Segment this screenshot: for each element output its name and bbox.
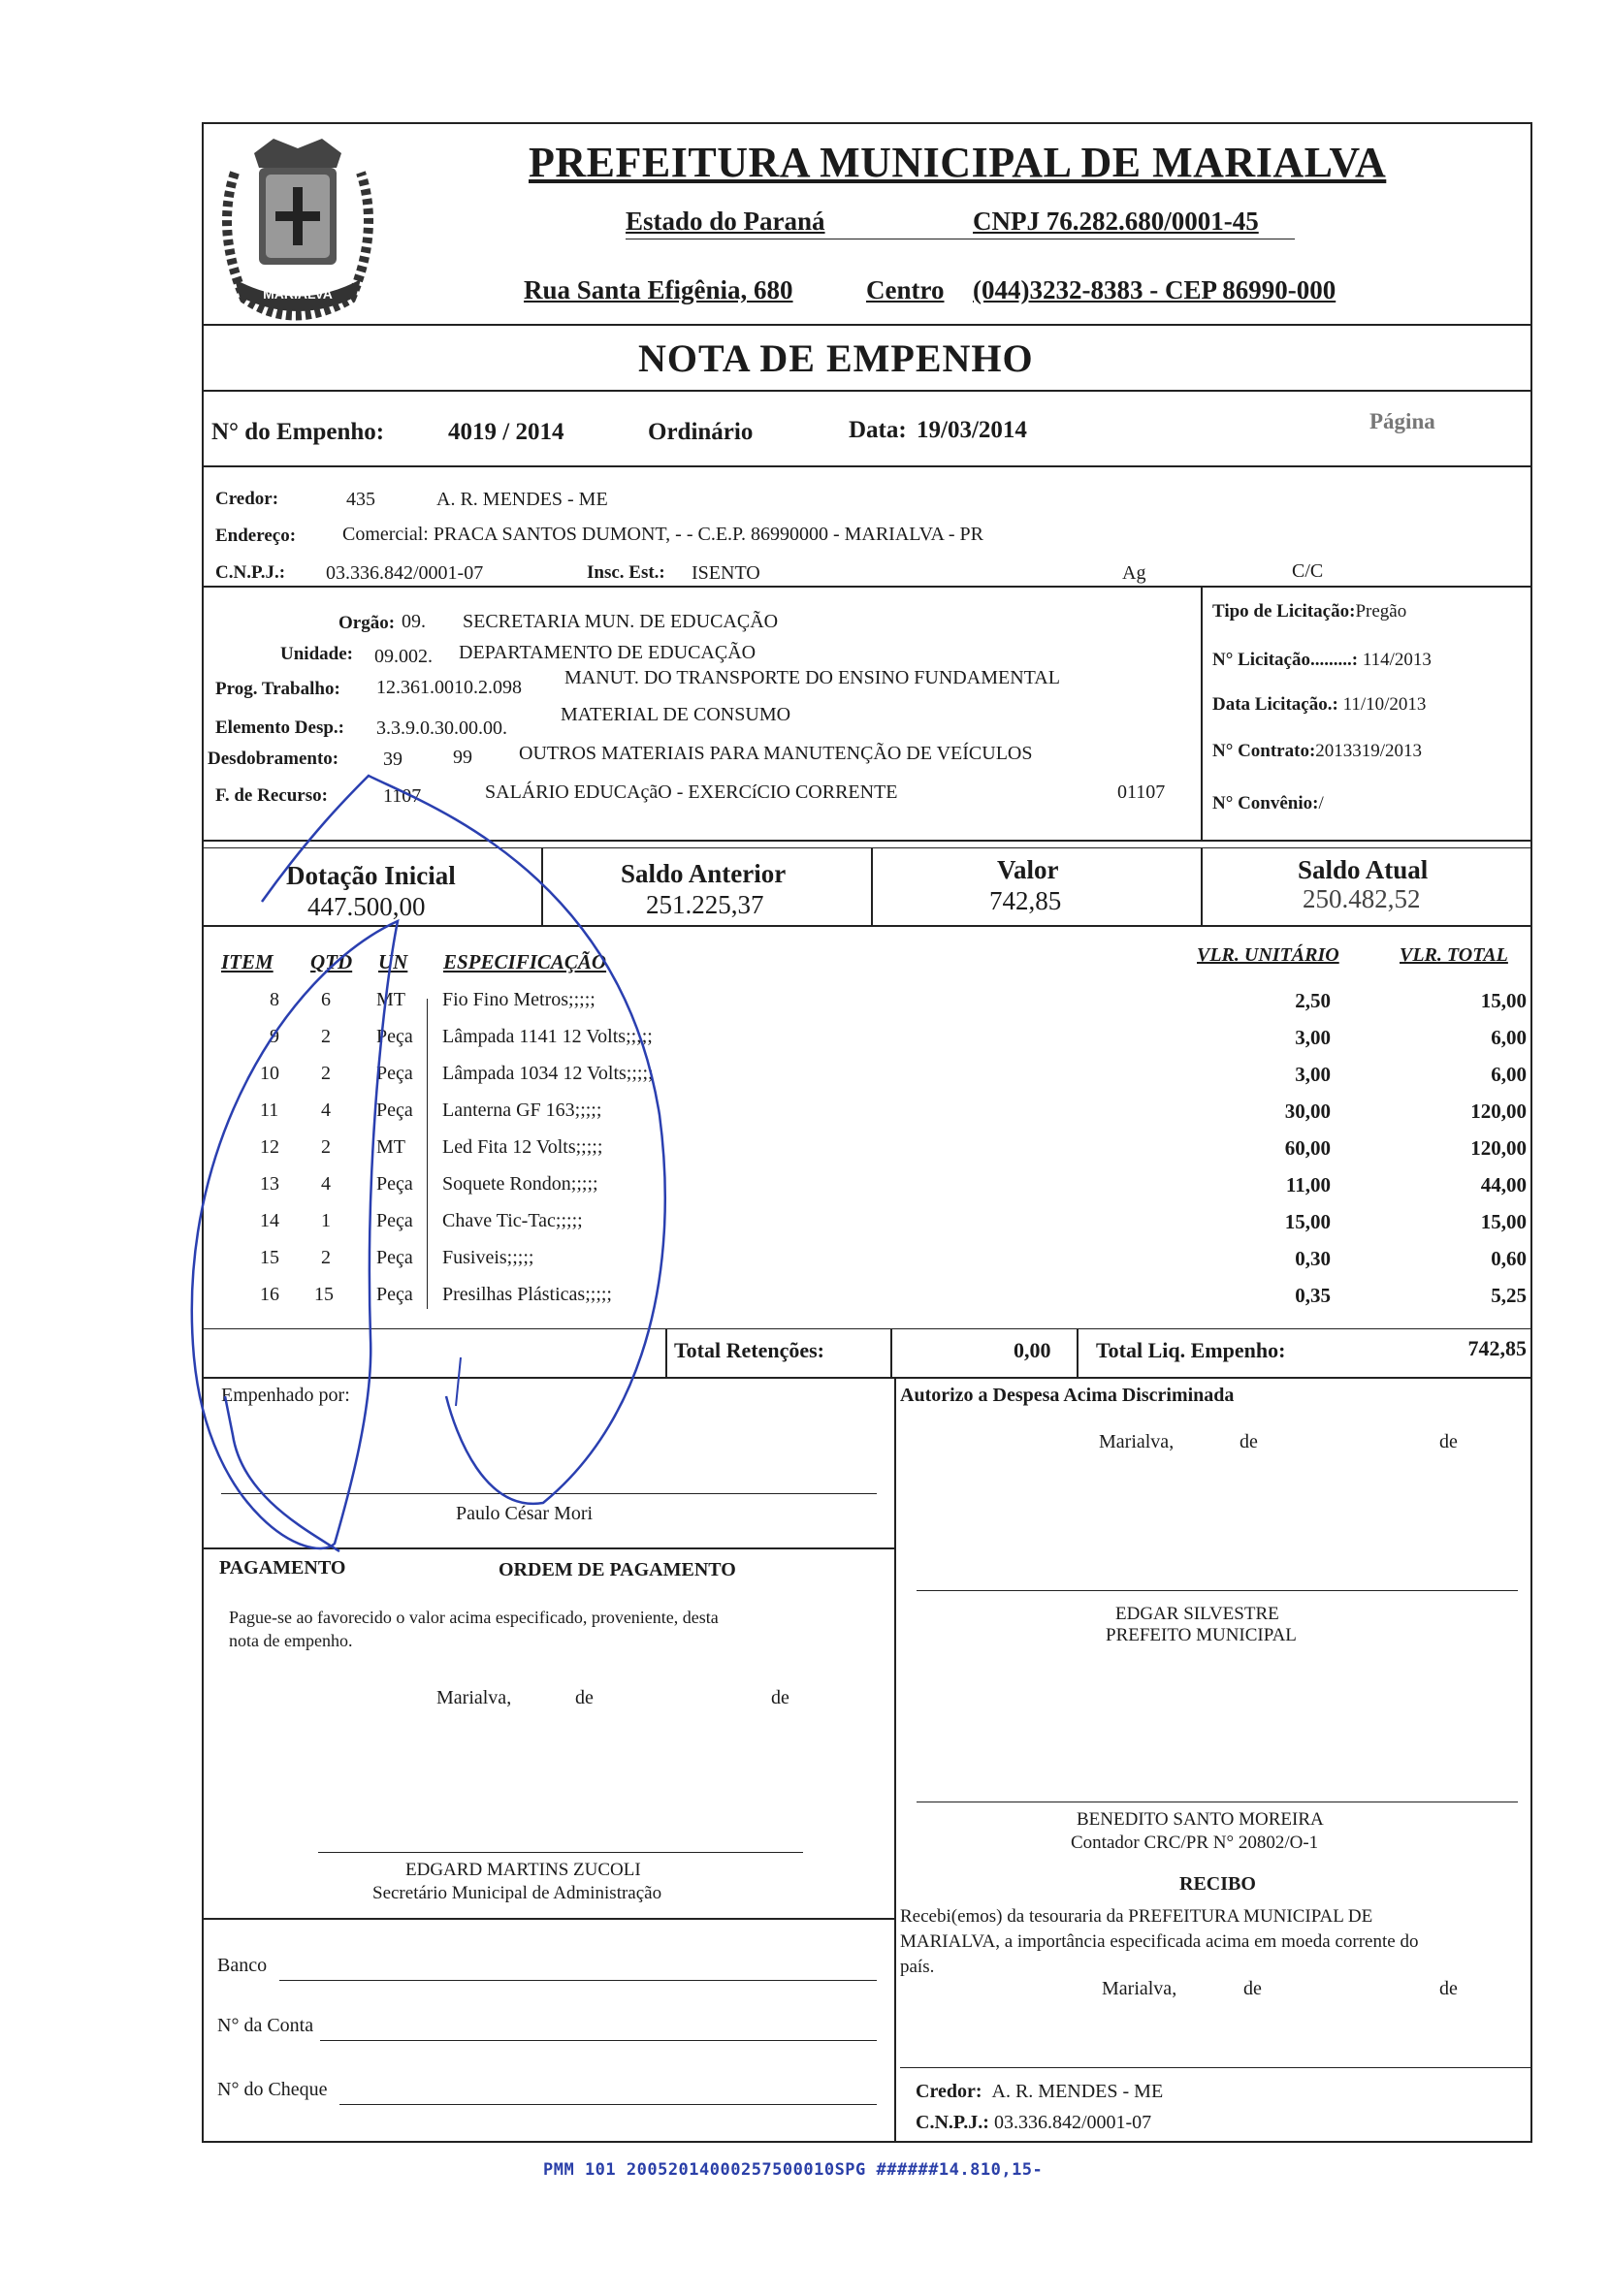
item-number: 13 <box>260 1173 279 1195</box>
item-unit-price: 60,00 <box>1284 1136 1331 1160</box>
unidade-code: 09.002. <box>374 646 433 667</box>
pague-de-1: de <box>575 1687 594 1708</box>
address-street: Rua Santa Efigênia, 680 <box>524 275 793 304</box>
contador-title: Contador CRC/PR N° 20802/O-1 <box>1071 1833 1319 1853</box>
divider <box>202 586 1532 588</box>
item-un: MT <box>376 989 405 1010</box>
item-total: 15,00 <box>1480 989 1527 1012</box>
page-title: PREFEITURA MUNICIPAL DE MARIALVA <box>529 139 1387 186</box>
secretario-title: Secretário Municipal de Administração <box>372 1883 662 1903</box>
empenho-type: Ordinário <box>648 419 754 445</box>
item-desc: Lâmpada 1141 12 Volts;;;;; <box>442 1026 653 1047</box>
address-phone-cep: (044)3232-8383 - CEP 86990-000 <box>973 275 1336 304</box>
item-number: 8 <box>270 989 279 1010</box>
autorizo-label: Autorizo a Despesa Acima Discriminada <box>900 1385 1235 1406</box>
divider <box>871 847 873 925</box>
divider <box>202 465 1532 467</box>
recibo-city: Marialva, <box>1102 1978 1177 1999</box>
dotacao-value: 447.500,00 <box>307 892 426 921</box>
table-row <box>0 1136 1610 1171</box>
fonte-code-2: 01107 <box>1117 781 1166 803</box>
ordem-pagamento-label: ORDEM DE PAGAMENTO <box>499 1559 736 1580</box>
elemento-name: MATERIAL DE CONSUMO <box>561 704 791 725</box>
orgao-label: Orgão: <box>338 613 396 633</box>
item-total: 120,00 <box>1470 1136 1527 1160</box>
municipal-crest-icon <box>206 134 390 337</box>
item-total: 120,00 <box>1470 1100 1527 1123</box>
col-qtd: QTD <box>310 950 353 973</box>
item-number: 14 <box>260 1210 279 1231</box>
secretario-name: EDGARD MARTINS ZUCOLI <box>405 1860 641 1880</box>
pagamento-label: PAGAMENTO <box>219 1557 346 1578</box>
payment-stamp: PMM 101 20052014000257500010SPG ######14.810,15- <box>543 2160 1044 2180</box>
col-especificacao: ESPECIFICAÇÃO <box>443 950 607 973</box>
data-licitacao: Data Licitação.: 11/10/2013 <box>1212 694 1427 715</box>
col-vlr-total: VLR. TOTAL <box>1400 944 1508 966</box>
contrato: N° Contrato:2013319/2013 <box>1212 741 1423 761</box>
item-unit-price: 3,00 <box>1295 1026 1331 1049</box>
item-total: 6,00 <box>1491 1026 1527 1049</box>
credor-address: Comercial: PRACA SANTOS DUMONT, - - C.E.P. 86990000 - MARIALVA - PR <box>342 524 983 545</box>
credor-code: 435 <box>346 489 375 510</box>
convenio: N° Convênio:/ <box>1212 793 1324 813</box>
signature-line <box>917 1590 1518 1591</box>
recibo-text-1: Recebi(emos) da tesouraria da PREFEITURA MUNICIPAL DE <box>900 1906 1373 1927</box>
elemento-label: Elemento Desp.: <box>215 718 344 738</box>
table-row <box>0 1284 1610 1319</box>
table-row <box>0 1247 1610 1282</box>
item-number: 16 <box>260 1284 279 1305</box>
conta-label: N° da Conta <box>217 2015 314 2036</box>
item-number: 15 <box>260 1247 279 1268</box>
cheque-label: N° do Cheque <box>217 2079 328 2100</box>
divider <box>202 390 1532 392</box>
address-district: Centro <box>866 275 945 304</box>
ag-label: Ag <box>1122 562 1146 584</box>
empenho-date: 19/03/2014 <box>917 417 1027 443</box>
divider <box>202 840 1532 842</box>
item-unit-price: 3,00 <box>1295 1063 1331 1086</box>
divider <box>202 1547 894 1549</box>
desdobramento-code-2: 99 <box>453 747 472 768</box>
total-liq-value: 742,85 <box>1467 1336 1527 1360</box>
item-number: 9 <box>270 1026 279 1047</box>
recibo-de-1: de <box>1243 1978 1262 1999</box>
item-desc: Presilhas Plásticas;;;;; <box>442 1284 612 1305</box>
divider <box>202 925 1532 927</box>
page-label: Página <box>1369 409 1435 433</box>
saldo-atual-label: Saldo Atual <box>1298 855 1429 884</box>
divider <box>202 847 1532 848</box>
divider <box>427 999 428 1309</box>
autorizo-city: Marialva, <box>1099 1431 1175 1452</box>
item-unit-price: 30,00 <box>1284 1100 1331 1123</box>
item-total: 15,00 <box>1480 1210 1527 1233</box>
credor-name: A. R. MENDES - ME <box>436 489 608 510</box>
recibo-de-2: de <box>1439 1978 1458 1999</box>
table-row <box>0 1100 1610 1134</box>
valor-label: Valor <box>997 855 1059 884</box>
pague-city: Marialva, <box>436 1687 512 1708</box>
recibo-text-2: MARIALVA, a importância especificada acima em moeda corrente do <box>900 1931 1419 1952</box>
prog-name: MANUT. DO TRANSPORTE DO ENSINO FUNDAMENTAL <box>564 667 1060 688</box>
table-row <box>0 1173 1610 1208</box>
empenhado-por-name: Paulo César Mori <box>456 1503 594 1524</box>
document-title: NOTA DE EMPENHO <box>638 336 1034 380</box>
divider <box>665 1328 667 1377</box>
divider <box>202 324 1532 326</box>
saldo-anterior-value: 251.225,37 <box>646 890 764 919</box>
divider <box>1201 847 1203 925</box>
recibo-label: RECIBO <box>1179 1873 1256 1895</box>
col-item: ITEM <box>221 950 274 973</box>
item-qtd: 15 <box>314 1284 334 1305</box>
autorizo-de-1: de <box>1240 1431 1258 1452</box>
prefeito-title: PREFEITO MUNICIPAL <box>1106 1625 1297 1645</box>
table-row <box>0 989 1610 1024</box>
col-vlr-unitario: VLR. UNITÁRIO <box>1197 944 1339 966</box>
banco-label: Banco <box>217 1955 268 1976</box>
cheque-line <box>339 2104 877 2105</box>
empenho-number: 4019 / 2014 <box>448 419 564 445</box>
item-qtd: 2 <box>321 1063 331 1084</box>
item-unit-price: 2,50 <box>1295 989 1331 1012</box>
banco-line <box>279 1980 877 1981</box>
desdobramento-name: OUTROS MATERIAIS PARA MANUTENÇÃO DE VEÍCULOS <box>519 743 1033 764</box>
divider <box>1077 1328 1079 1377</box>
recibo-text-3: país. <box>900 1957 935 1977</box>
saldo-anterior-label: Saldo Anterior <box>621 859 787 888</box>
item-total: 6,00 <box>1491 1063 1527 1086</box>
svg-text:MARIALVA: MARIALVA <box>263 286 333 302</box>
prefeito-name: EDGAR SILVESTRE <box>1115 1604 1279 1624</box>
table-row <box>0 1063 1610 1098</box>
item-qtd: 2 <box>321 1247 331 1268</box>
conta-line <box>320 2040 877 2041</box>
orgao-name: SECRETARIA MUN. DE EDUCAÇÃO <box>463 611 779 632</box>
elemento-code: 3.3.9.0.30.00.00. <box>376 718 507 739</box>
item-un: Peça <box>376 1026 413 1047</box>
divider <box>202 1918 894 1920</box>
insc-value: ISENTO <box>692 562 760 584</box>
item-total: 0,60 <box>1491 1247 1527 1270</box>
item-unit-price: 15,00 <box>1284 1210 1331 1233</box>
item-qtd: 2 <box>321 1136 331 1158</box>
unidade-label: Unidade: <box>280 644 353 664</box>
credor-label: Credor: <box>215 489 279 509</box>
signature-line <box>318 1852 803 1853</box>
pague-text-2: nota de empenho. <box>229 1631 353 1650</box>
saldo-atual-value: 250.482,52 <box>1303 884 1421 913</box>
recibo-credor: Credor: A. R. MENDES - ME <box>916 2081 1164 2102</box>
divider <box>541 847 543 925</box>
endereco-label: Endereço: <box>215 526 297 546</box>
empenhado-por-label: Empenhado por: <box>221 1385 350 1406</box>
divider <box>202 1328 1532 1329</box>
item-un: Peça <box>376 1173 413 1195</box>
item-desc: Led Fita 12 Volts;;;;; <box>442 1136 603 1158</box>
item-un: MT <box>376 1136 405 1158</box>
unidade-name: DEPARTAMENTO DE EDUCAÇÃO <box>459 642 757 663</box>
item-un: Peça <box>376 1210 413 1231</box>
orgao-code: 09. <box>402 611 426 632</box>
item-un: Peça <box>376 1100 413 1121</box>
item-unit-price: 0,30 <box>1295 1247 1331 1270</box>
prog-code: 12.361.0010.2.098 <box>376 677 522 698</box>
table-row <box>0 1210 1610 1245</box>
item-desc: Chave Tic-Tac;;;;; <box>442 1210 583 1231</box>
table-row <box>0 1026 1610 1061</box>
insc-label: Insc. Est.: <box>587 562 665 583</box>
tipo-licitacao: Tipo de Licitação:Pregão <box>1212 601 1407 622</box>
cnpj-label: C.N.P.J.: <box>215 562 286 583</box>
fonte-code: 1107 <box>383 785 422 807</box>
numero-licitacao: N° Licitação.........: 114/2013 <box>1212 650 1432 670</box>
item-number: 10 <box>260 1063 279 1084</box>
item-qtd: 4 <box>321 1173 331 1195</box>
item-unit-price: 11,00 <box>1285 1173 1331 1196</box>
fonte-name: SALÁRIO EDUCAçãO - EXERCíCIO CORRENTE <box>485 781 898 803</box>
autorizo-de-2: de <box>1439 1431 1458 1452</box>
contador-name: BENEDITO SANTO MOREIRA <box>1077 1809 1324 1830</box>
empenho-number-label: N° do Empenho: <box>211 419 385 445</box>
item-qtd: 6 <box>321 989 331 1010</box>
total-liq-label: Total Liq. Empenho: <box>1096 1338 1286 1362</box>
item-number: 12 <box>260 1136 279 1158</box>
desdobramento-code: 39 <box>383 749 402 770</box>
item-number: 11 <box>260 1100 279 1121</box>
item-qtd: 2 <box>321 1026 331 1047</box>
divider <box>894 1377 896 2143</box>
retencoes-label: Total Retenções: <box>674 1338 824 1362</box>
col-un: UN <box>378 950 408 973</box>
pague-de-2: de <box>771 1687 789 1708</box>
item-desc: Lâmpada 1034 12 Volts;;;;; <box>442 1063 654 1084</box>
signature-line <box>221 1493 877 1494</box>
item-desc: Lanterna GF 163;;;;; <box>442 1100 602 1121</box>
prog-label: Prog. Trabalho: <box>215 679 340 699</box>
item-total: 44,00 <box>1480 1173 1527 1196</box>
date-label: Data: <box>849 417 907 443</box>
item-un: Peça <box>376 1284 413 1305</box>
dotacao-label: Dotação Inicial <box>286 861 456 890</box>
cc-label: C/C <box>1292 560 1324 582</box>
valor-value: 742,85 <box>989 886 1062 915</box>
fonte-label: F. de Recurso: <box>215 785 328 806</box>
item-un: Peça <box>376 1247 413 1268</box>
cnpj-header: CNPJ 76.282.680/0001-45 <box>973 207 1259 236</box>
recibo-cnpj: C.N.P.J.: 03.336.842/0001-07 <box>916 2112 1152 2133</box>
divider <box>890 1328 892 1377</box>
credor-cnpj: 03.336.842/0001-07 <box>326 562 484 584</box>
item-qtd: 4 <box>321 1100 331 1121</box>
item-desc: Fusiveis;;;;; <box>442 1247 534 1268</box>
divider <box>1201 586 1203 840</box>
item-desc: Soquete Rondon;;;;; <box>442 1173 598 1195</box>
pague-text-1: Pague-se ao favorecido o valor acima especificado, proveniente, desta <box>229 1608 719 1627</box>
item-total: 5,25 <box>1491 1284 1527 1307</box>
divider <box>900 2067 1532 2068</box>
state-name: Estado do Paraná <box>626 207 825 236</box>
item-desc: Fio Fino Metros;;;;; <box>442 989 596 1010</box>
item-qtd: 1 <box>321 1210 331 1231</box>
item-un: Peça <box>376 1063 413 1084</box>
retencoes-value: 0,00 <box>1014 1338 1051 1362</box>
item-unit-price: 0,35 <box>1295 1284 1331 1307</box>
desdobramento-label: Desdobramento: <box>208 749 339 769</box>
divider <box>202 1377 1532 1379</box>
